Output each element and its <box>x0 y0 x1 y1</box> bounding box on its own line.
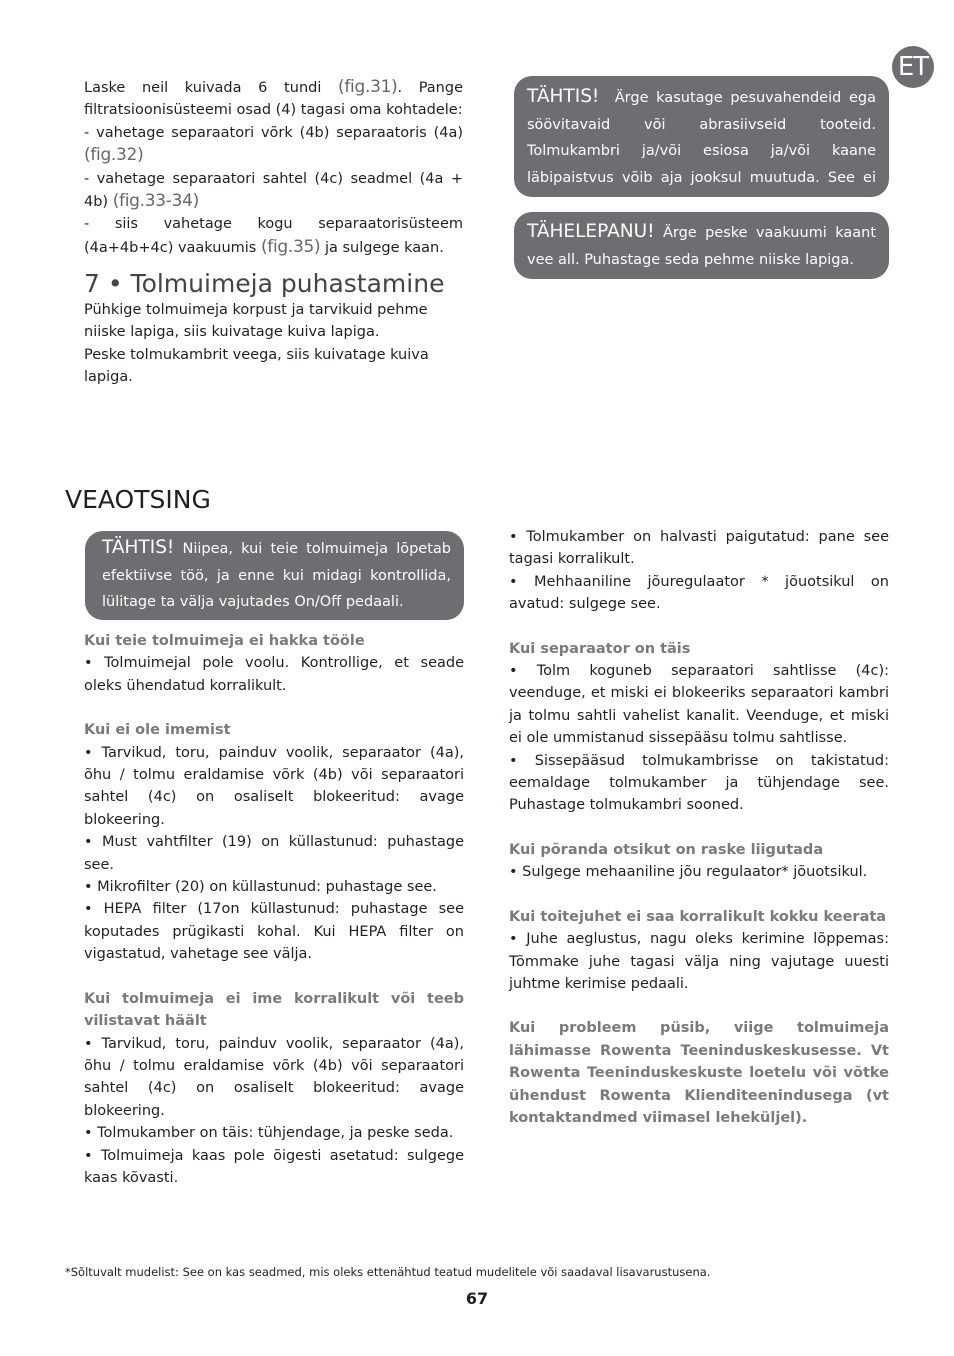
paragraph-step-system: - siis vahetage kogu separaatorisüsteem (4a+4b+4c) vaakuumis (fig.35) ja sulgege kaan. <box>84 216 463 257</box>
solution-item: • Sissepääsud tolmukambrisse on takistatud: eemaldage tolmukamber ja tühjendage see. Puhastage tolmukambri sooned. <box>509 752 889 814</box>
paragraph-step-mesh: - vahetage separaatori võrk (4b) separaatoris (4a) (fig.32) <box>84 124 463 166</box>
problem-heading: Kui ei ole imemist <box>84 722 231 739</box>
figure-reference: (fig.31) <box>338 77 398 97</box>
paragraph-step-drawer: - vahetage separaatori sahtel (4c) seadmel (4a + 4b) (fig.33-34) <box>84 170 463 212</box>
page-number: 67 <box>465 1289 489 1308</box>
solution-item: • Tarvikud, toru, painduv voolik, separaator (4a), õhu / tolmu eraldamise võrk (4b) või separaatori sahtel (4c) on osaliselt blokeeritud: avage blokeering. <box>84 1035 464 1119</box>
important-callout <box>514 76 889 213</box>
figure-reference: (fig.33-34) <box>112 191 199 212</box>
paragraph-dry: Laske neil kuivada 6 tundi (fig.31). Pange filtratsioonisüsteemi osad (4) tagasi oma kohtadele: <box>84 77 463 119</box>
figure-reference: (fig.32) <box>84 145 144 166</box>
solution-item: • Tolmuimeja kaas pole õigesti asetatud: sulgege kaas kõvasti. <box>84 1147 464 1186</box>
solution-item: • Juhe aeglustus, nagu oleks kerimine lõppemas: Tõmmake juhe tagasi välja ning vajutage uuesti juhtme kerimise pedaali. <box>509 931 889 992</box>
callout-title: TÄHTIS! <box>102 537 175 558</box>
important-callout <box>85 531 464 620</box>
callout-text: Niipea, kui teie tolmuimeja lõpetab efektiivse töö, ja enne kui midagi kontrollida, lülitage ta välja vajutades On/Off pedaali. <box>102 541 451 611</box>
problem-heading: Kui toitejuhet ei saa korralikult kokku keerata <box>509 908 887 925</box>
language-badge: ET <box>892 46 934 88</box>
solution-item: • Tolmukamber on täis: tühjendage, ja peske seda. <box>84 1125 454 1142</box>
solution-item: • HEPA filter (17on küllastunud: puhastage see koputades prügikasti kohal. Kui HEPA filter on vigastatud, vahetage see välja. <box>84 901 464 963</box>
solution-item: • Tolmukamber on halvasti paigutatud: pane see tagasi korralikult. <box>509 529 889 568</box>
attention-callout <box>514 212 889 279</box>
paragraph: Peske tolmukambrit veega, siis kuivatage kuiva lapiga. <box>84 346 429 386</box>
callout-title: TÄHTIS! <box>527 86 600 107</box>
paragraph: Pühkige tolmuimeja korpust ja tarvikuid pehme niiske lapiga, siis kuivatage kuiva lapiga. <box>84 302 428 341</box>
solution-item: • Must vahtfilter (19) on küllastunud: puhastage see. <box>84 834 464 873</box>
problem-heading: Kui separaator on täis <box>509 640 691 657</box>
solution-item: • Mehhaaniline jõuregulaator * jõuotsikul on avatud: sulgege see. <box>509 573 889 613</box>
problem-heading: Kui põranda otsikut on raske liigutada <box>509 841 824 858</box>
problem-heading: Kui tolmuimeja ei ime korralikult või teeb vilistavat häält <box>84 990 464 1030</box>
callout-title: TÄHELEPANU! <box>527 221 655 242</box>
solution-item: • Tolm koguneb separaatori sahtlisse (4c): veenduge, et miski ei blokeeriks separaatori kambri ja tolmu sahtli vahelist kanalit. Veenduge, et miski ei ole ummistanud sissepääsu tolmu sahtlisse. <box>509 663 889 747</box>
service-note: Kui probleem püsib, viige tolmuimeja lähimasse Rowenta Teeninduskeskusesse. Vt Rowenta Teeninduskeskuste loetelu või võtke ühendust Rowenta Klienditeenindusega (vt kontaktandmed viimasel leheküljel). <box>509 1020 889 1126</box>
section-heading: 7 • Tolmuimeja puhastamine <box>84 269 445 298</box>
solution-item: • Mikrofilter (20) on küllastunud: puhastage see. <box>84 879 437 896</box>
callout-text: Ärge peske vaakuumi kaant vee all. Puhastage seda pehme niiske lapiga. <box>527 225 877 268</box>
solution-item: • Tarvikud, toru, painduv voolik, separaator (4a), õhu / tolmu eraldamise võrk (4b) või separaatori sahtel (4c) on osaliselt blokeeritud: avage blokeering. <box>84 744 464 828</box>
cleaning-instructions <box>84 299 466 389</box>
problem-heading: Kui teie tolmuimeja ei hakka tööle <box>84 633 365 649</box>
callout-text: Ärge kasutage pesuvahendeid ega söövitavaid või abrasiivseid tooteid. Tolmukambri ja/või esiosa ja/või kaane läbipaistvus võib aja jooksul muutuda. See ei mõjuta jõudlust. <box>527 90 877 213</box>
footnote: *Sõltuvalt mudelist: See on kas seadmed, mis oleks ettenähtud teatud mudelitele või saadaval lisavarustusena. <box>65 1265 711 1279</box>
solution-item: • Tolmuimejal pole voolu. Kontrollige, et seade oleks ühendatud korralikult. <box>84 655 464 694</box>
reassembly-instructions <box>84 76 463 259</box>
troubleshooting-left-column <box>84 630 464 1189</box>
troubleshooting-heading: VEAOTSING <box>65 485 211 514</box>
solution-item: • Sulgege mehaaniline jõu regulaator* jõuotsikul. <box>509 864 868 881</box>
troubleshooting-right-column <box>509 526 889 1129</box>
figure-reference: (fig.35) <box>260 236 321 257</box>
